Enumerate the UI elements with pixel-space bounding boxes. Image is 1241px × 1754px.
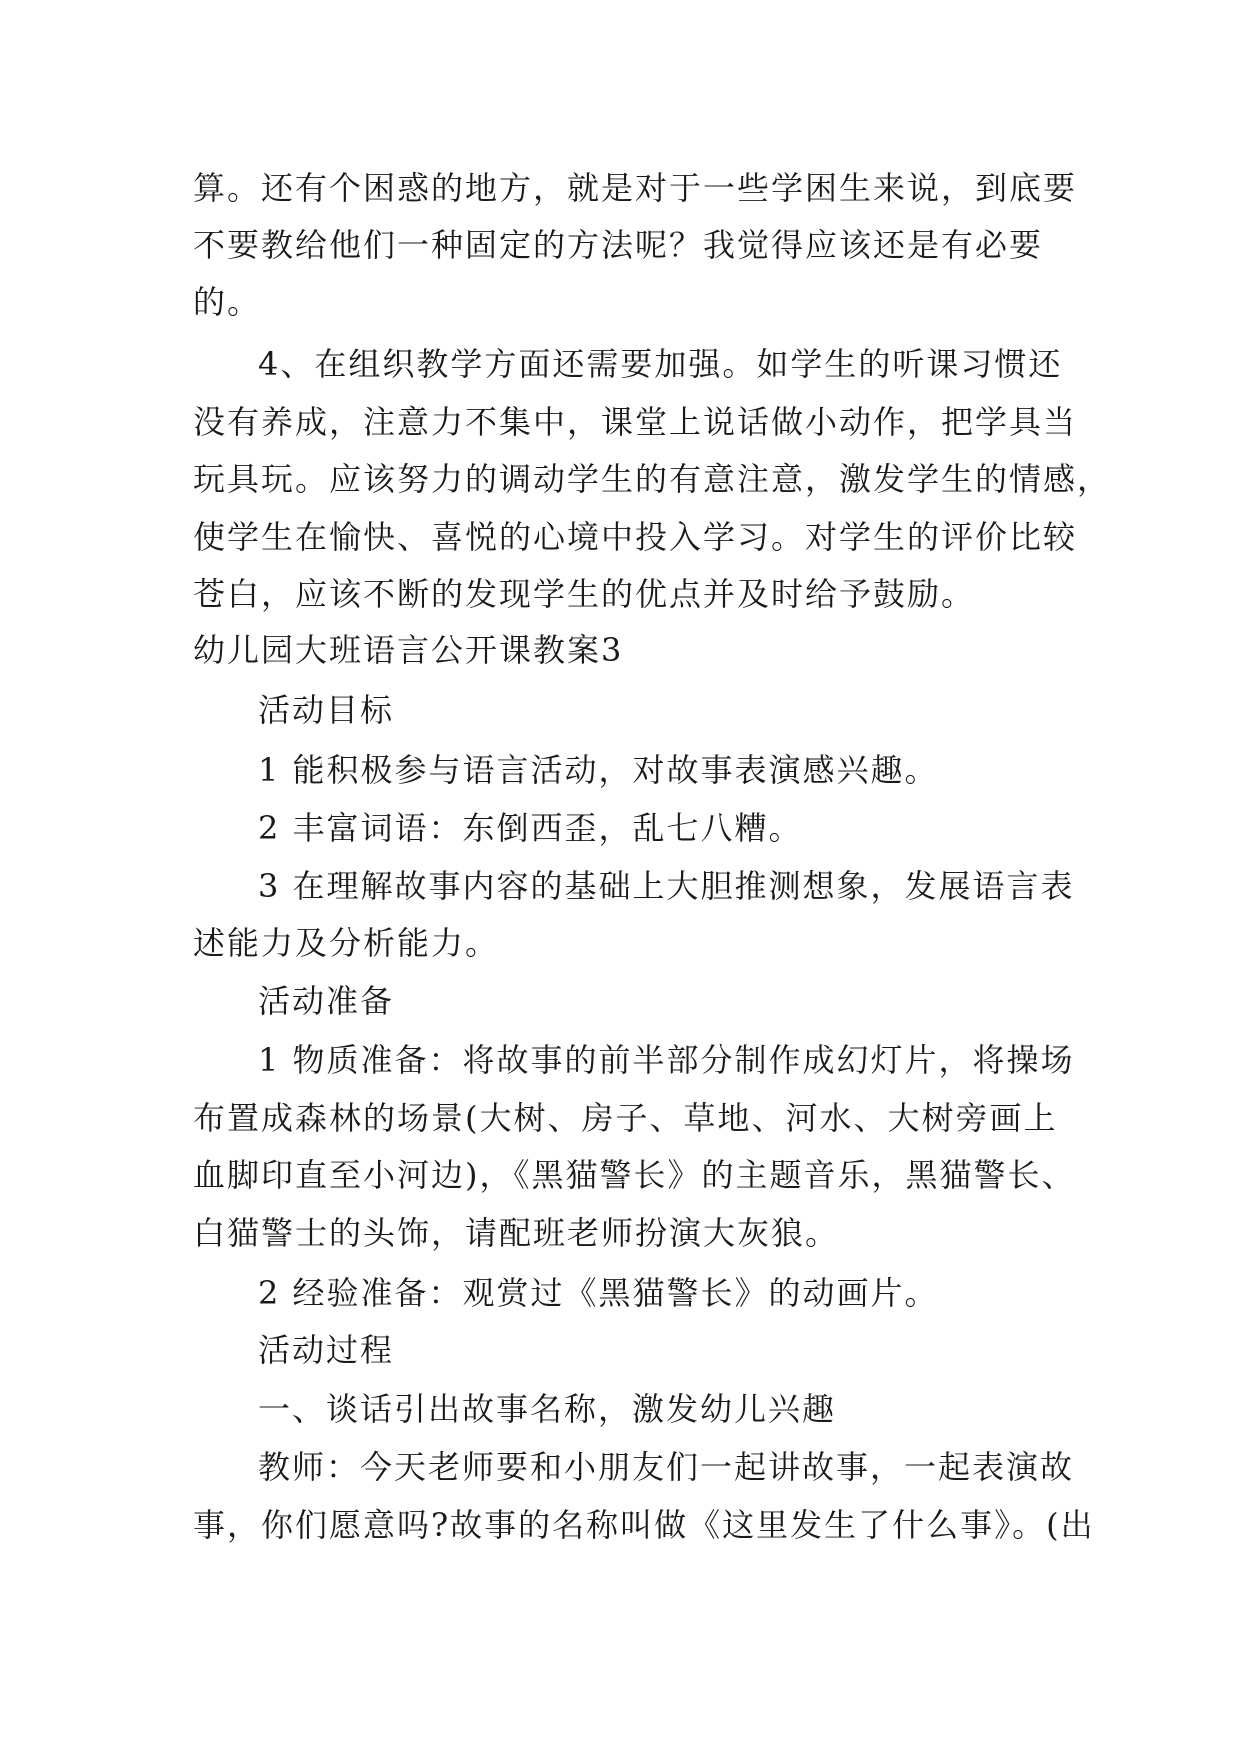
text-line: 不要教给他们一种固定的方法呢？我觉得应该还是有必要 <box>193 226 1044 264</box>
text-line: 白猫警士的头饰，请配班老师扮演大灰狼。 <box>193 1214 840 1252</box>
section-heading: 幼儿园大班语言公开课教案3 <box>193 631 624 669</box>
text-line: 使学生在愉快、喜悦的心境中投入学习。对学生的评价比较 <box>193 518 1078 556</box>
text-line: 血脚印直至小河边)，《黑猫警长》的主题音乐，黑猫警长、 <box>193 1156 1076 1194</box>
text-line: 2 丰富词语：东倒西歪，乱七八糟。 <box>258 809 803 847</box>
text-line: 算。还有个困惑的地方，就是对于一些学困生来说，到底要 <box>193 169 1078 207</box>
text-line: 一、谈话引出故事名称，激发幼儿兴趣 <box>258 1390 837 1428</box>
text-line: 1 能积极参与语言活动，对故事表演感兴趣。 <box>258 751 939 789</box>
text-line: 没有养成，注意力不集中，课堂上说话做小动作，把学具当 <box>193 403 1078 441</box>
text-line: 4、在组织教学方面还需要加强。如学生的听课习惯还 <box>258 345 1063 383</box>
text-line: 布置成森林的场景(大树、房子、草地、河水、大树旁画上 <box>193 1099 1058 1137</box>
subheading: 活动过程 <box>258 1331 395 1369</box>
subheading: 活动目标 <box>258 691 395 729</box>
text-line: 1 物质准备：将故事的前半部分制作成幻灯片，将操场 <box>258 1041 1075 1079</box>
text-line: 述能力及分析能力。 <box>193 924 500 962</box>
text-line: 事，你们愿意吗?故事的名称叫做《这里发生了什么事》。(出 <box>193 1506 1095 1544</box>
text-line: 玩具玩。应该努力的调动学生的有意注意，激发学生的情感， <box>193 460 1112 498</box>
text-line: 教师：今天老师要和小朋友们一起讲故事，一起表演故 <box>258 1448 1075 1486</box>
text-line: 3 在理解故事内容的基础上大胆推测想象，发展语言表 <box>258 867 1075 905</box>
text-line: 的。 <box>193 283 262 321</box>
text-line: 苍白，应该不断的发现学生的优点并及时给予鼓励。 <box>193 575 976 613</box>
subheading: 活动准备 <box>258 982 395 1020</box>
text-line: 2 经验准备：观赏过《黑猫警长》的动画片。 <box>258 1274 939 1312</box>
